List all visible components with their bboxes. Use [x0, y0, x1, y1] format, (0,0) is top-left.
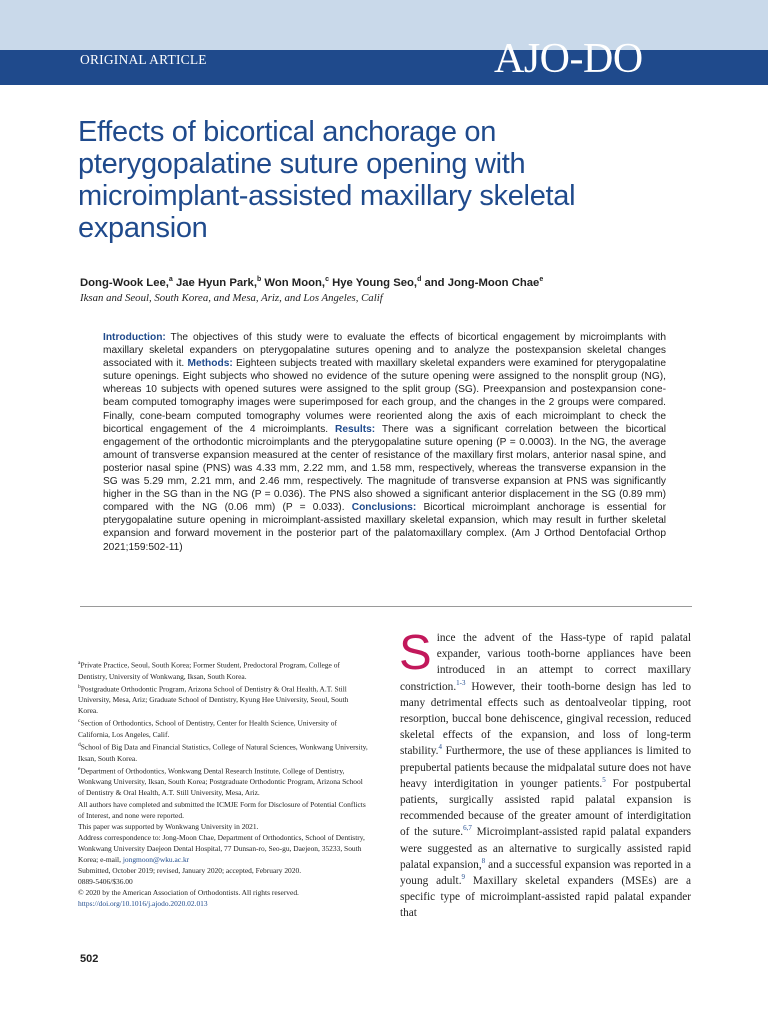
reference-link[interactable]: 5	[602, 776, 606, 785]
author-name: Jae Hyun Park,	[175, 276, 257, 289]
footnote-affiliation: $^e$Department of Orthodontics, Wonkwang Dental Research Institute, College of Dentistry, Wonkwang University, Iksan, South Korea; Postgraduate Orthodontic Program, Arizona School of Dentistry & Oral Health, A.T. Still University, Mesa, Ariz.	[78, 765, 363, 798]
page-number: 502	[80, 953, 99, 965]
abstract-methods: Eighteen subjects treated with maxillary skeletal expanders were examined for pterygopalatine suture openings. Eight subjects who showed no evidence of the suture opening were assigned to the nonsplit group (NG), whereas 10 subjects with opened sutures were assigned to the split group (SG). Preexpansion and postexpansion cone-beam computed tomography images were superimposed for each group, and the changes in the 2 groups were compared. Finally, cone-beam computed tomography volumes were reoriented along the axis of each microimplant to check the bicortical engagement of the 4 microimplants.	[103, 358, 666, 435]
author-name: Dong-Wook Lee,	[80, 276, 169, 289]
body-text	[399, 626, 692, 922]
section-divider	[80, 606, 692, 607]
reference-link[interactable]: 6,7	[463, 824, 472, 833]
reference-link[interactable]: 9	[461, 873, 466, 882]
email-link[interactable]: jongmoon@wku.ac.kr	[122, 855, 190, 865]
author-name: and Jong-Moon Chae	[424, 276, 540, 289]
author-affil-mark: c	[325, 276, 329, 283]
abstract-results: There was a significant correlation between the bicortical engagement of the orthodontic microimplants and the pterygopalatine suture opening (P = 0.0003). In the NG, the average amount of transverse expansion measured at the center of resistance of the maxillary first molars, anterior nasal spine, and posterior nasal spine (PNS) was 4.33 mm, 2.22 mm, and 1.58 mm, respectively, whereas the transverse expansion in the SG was 5.29 mm, 2.21 mm, and 2.46 mm, respectively. The magnitude of transverse expansion at PNS was significantly higher in the SG than in the NG (P = 0.036). The PNS also showed a significant anterior displacement in the SG (0.89 mm) compared with the NG (0.06 mm) (P = 0.033).	[103, 423, 666, 514]
body-segment: For postpubertal patients, surgically assisted rapid palatal expansion is recommended because of the greater amount of interdigitation of the suture.	[400, 777, 691, 839]
author-name: Hye Young Seo,	[332, 276, 418, 289]
author-list	[80, 276, 543, 289]
abstract-results-label: Results:	[334, 423, 376, 435]
reference-link[interactable]: 1-3	[456, 678, 466, 687]
title-line: pterygopalatine suture opening with	[78, 148, 526, 180]
doi-link[interactable]: https://doi.org/10.1016/j.ajodo.2020.02.013	[78, 899, 208, 909]
footnote-disclosure: All authors have completed and submitted the ICMJE Form for Disclosure of Potential Conflicts of Interest, and none were reported.	[78, 799, 366, 820]
author-locations: Iksan and Seoul, South Korea, and Mesa, Ariz, and Los Angeles, Calif	[80, 292, 383, 304]
title-line: expansion	[78, 212, 208, 244]
section-label: ORIGINAL ARTICLE	[80, 52, 207, 67]
abstract-introduction: The objectives of this study were to evaluate the effects of bicortical engagement by microimplants with maxillary skeletal expanders on pterygopalatine sutures opening and to analyze the postexpansion skeletal changes associated with it.	[103, 332, 666, 370]
article-title	[78, 116, 638, 244]
author-affil-mark: b	[256, 276, 262, 283]
body-segment: Furthermore, the use of these appliances is limited to prepubertal patients because the midpalatal suture does not have heavy interdigitation in younger patients.	[400, 745, 691, 790]
footnote-address: Address correspondence to: Jong-Moon Chae, Department of Orthodontics, School of Dentistry, Wonkwang University Daejeon Dental Hospital, 77 Dunsan-ro, Seo-gu, Daejeon, 35233, South Korea; e-mail, jongmoon@wku.ac.kr	[78, 832, 365, 865]
abstract-conclusions: Bicortical microimplant anchorage is essential for pterygopalatine suture opening in microimplant-assisted maxillary skeletal expansion, which may result in further skeletal expansion and forward movement in the posterior part of the palatomaxillary complex. (Am J Orthod Dentofacial Orthop 2021;159:502-11)	[103, 502, 666, 553]
footnote-affiliation: $^c$Section of Orthodontics, School of Dentistry, Center for Health Science, University of California, Los Angeles, Calif.	[78, 718, 337, 740]
title-line: microimplant-assisted maxillary skeletal	[78, 180, 576, 212]
footnote-affiliation: $^a$Private Practice, Seoul, South Korea; Former Student, Predoctoral Program, College of Dentistry, University of Wonkwang, Iksan, South Korea.	[78, 660, 340, 681]
footnote-affiliation: $^b$Postgraduate Orthodontic Program, Arizona School of Dentistry & Oral Health, A.T. Still University, Mesa, Ariz; Graduate School of Dentistry, Kyung Hee University, Seoul, South Korea.	[78, 683, 349, 716]
journal-logo: AJO-DO	[494, 36, 643, 82]
abstract	[103, 331, 666, 554]
body-segment: However, their tooth-borne design has led to many detrimental effects such as dentoalveolar tipping, root resorption, buccal bone dehiscence, gingival recession, reduced skeletal effects of the expansion, and loss of long-term stability.	[400, 680, 691, 758]
footnote-support: This paper was supported by Wonkwang University in 2021.	[78, 821, 259, 831]
footnote-copyright: © 2020 by the American Association of Orthodontists. All rights reserved.	[78, 888, 299, 898]
abstract-methods-label: Methods:	[187, 358, 233, 370]
abstract-introduction-label: Introduction:	[103, 332, 166, 343]
abstract-conclusions-label: Conclusions:	[351, 502, 417, 514]
reference-link[interactable]: 8	[481, 857, 486, 866]
body-segment: Maxillary skeletal expanders (MSEs) are a specific type of microimplant-assisted rapid palatal expander that	[400, 875, 692, 920]
author-affil-mark: e	[539, 276, 544, 283]
title-line: Effects of bicortical anchorage on	[78, 116, 497, 148]
author-name: Won Moon,	[264, 276, 326, 289]
author-affil-mark: a	[168, 276, 173, 283]
drop-cap: S	[399, 626, 432, 680]
footnote-issn: 0889-5406/$36.00	[78, 877, 133, 887]
footnotes	[78, 658, 368, 909]
header-band	[0, 0, 768, 50]
body-segment: ince the advent of the Hass-type of rapid palatal expander, various tooth-borne appliances have been introduced in an attempt to correct maxillary constriction.	[400, 632, 691, 693]
footnote-dates: Submitted, October 2019; revised, January 2020; accepted, February 2020.	[78, 866, 302, 876]
author-affil-mark: d	[417, 276, 422, 283]
reference-link[interactable]: 4	[438, 743, 442, 752]
body-segment: Microimplant-assisted rapid palatal expanders were suggested as an alternative to surgically assisted rapid palatal expansion,	[400, 826, 692, 871]
footnote-affiliation: $^d$School of Big Data and Financial Statistics, College of Natural Sciences, Wonkwang University, Iksan, South Korea.	[78, 742, 368, 763]
body-segment: and a successful expansion was reported in a young adult.	[400, 858, 691, 888]
